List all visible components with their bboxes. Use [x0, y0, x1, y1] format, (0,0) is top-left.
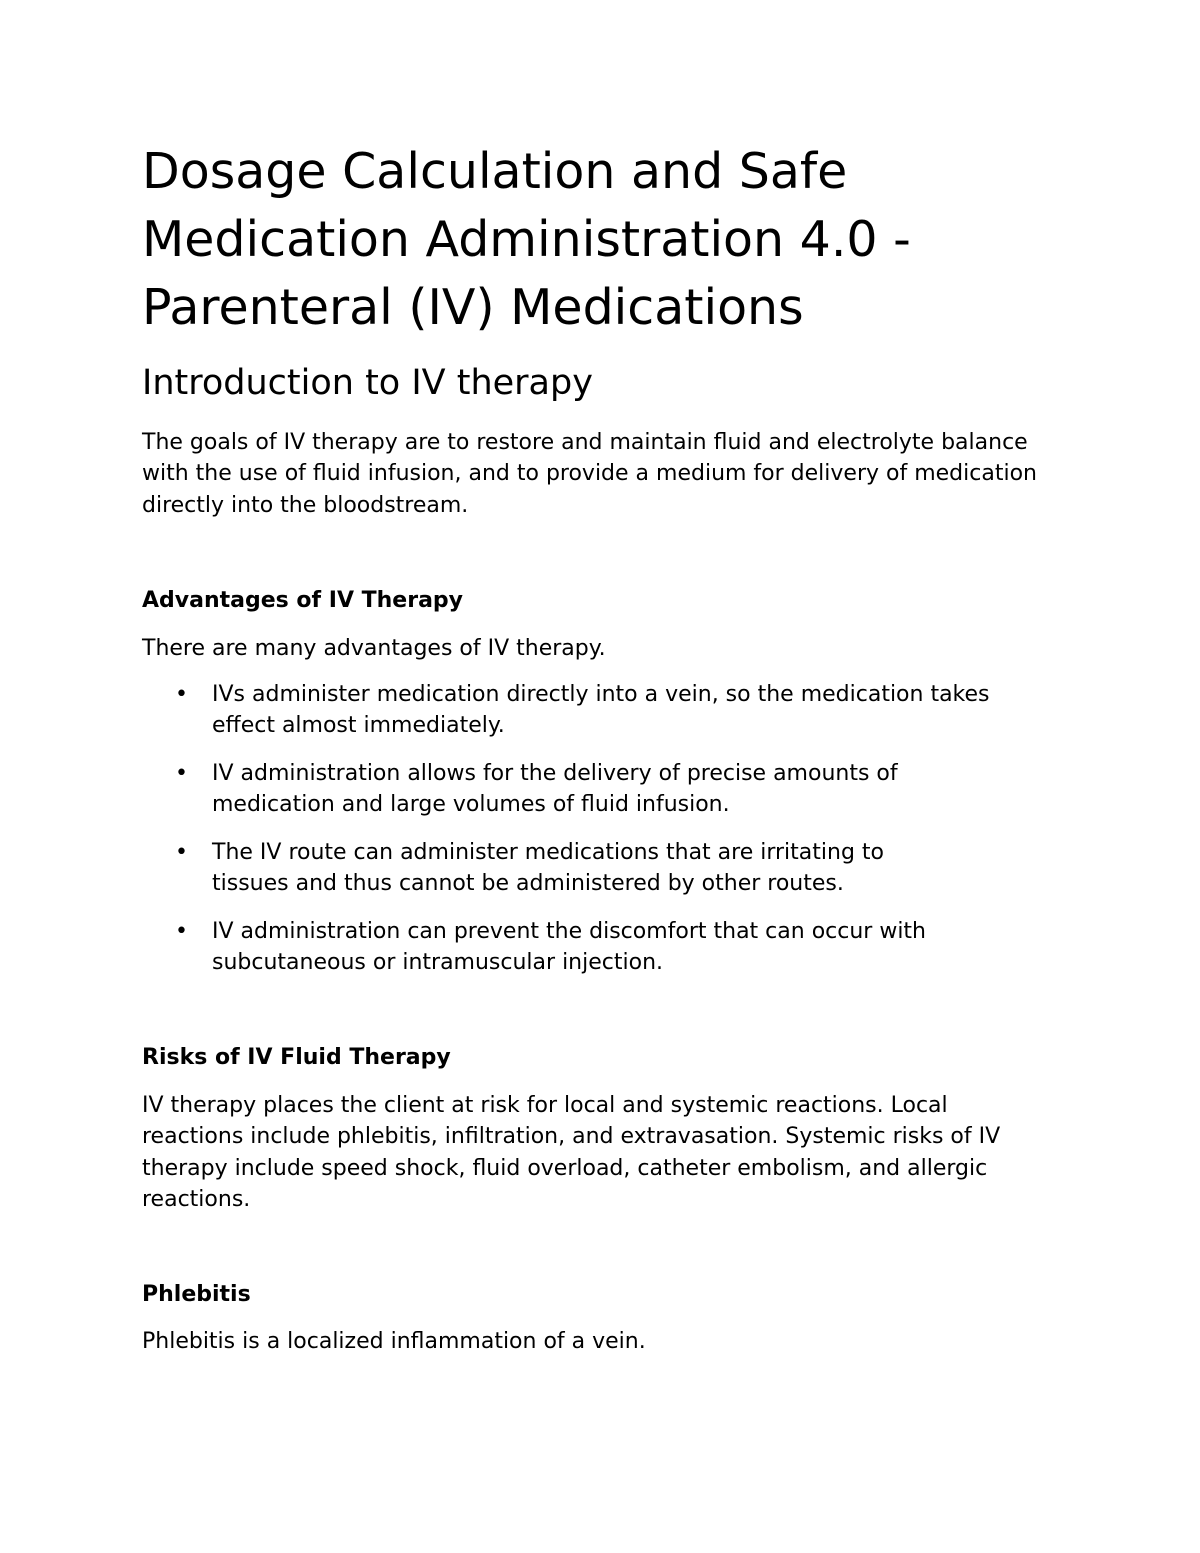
list-item-text: The IV route can administer medications that are irritating to tissues and thus cannot be administered by other routes.	[212, 839, 884, 897]
bullet-icon: •	[175, 682, 188, 707]
advantages-heading: Advantages of IV Therapy	[142, 588, 463, 613]
bullet-icon: •	[175, 760, 188, 786]
phlebitis-paragraph: Phlebitis is a localized inflammation of a vein.	[142, 1329, 646, 1354]
phlebitis-heading: Phlebitis	[142, 1282, 251, 1307]
advantages-list	[142, 679, 1062, 995]
list-item	[142, 758, 912, 821]
list-item	[142, 916, 972, 979]
bullet-icon: •	[175, 918, 188, 944]
list-item	[142, 837, 932, 900]
list-item-text: IV administration can prevent the discomfort that can occur with subcutaneous or intramuscular injection.	[212, 918, 927, 976]
document-page	[142, 0, 1062, 1553]
bullet-icon: •	[175, 839, 188, 865]
document-title: Dosage Calculation and Safe Medication Administration 4.0 - Parenteral (IV) Medications	[142, 143, 911, 336]
list-item-text: IV administration allows for the delivery of precise amounts of medication and large volumes of fluid infusion.	[212, 760, 898, 818]
risks-heading: Risks of IV Fluid Therapy	[142, 1045, 451, 1070]
list-item-text: IVs administer medication directly into a vein, so the medication takes effect almost immediately.	[212, 682, 990, 739]
advantages-lead: There are many advantages of IV therapy.	[142, 636, 606, 661]
risks-paragraph: IV therapy places the client at risk for local and systemic reactions. Local reactions include phlebitis, infiltration, and extravasation. Systemic risks of IV therapy include speed shock, fluid overload, catheter embolism, and allergic reactions.	[142, 1093, 1001, 1212]
intro-paragraph: The goals of IV therapy are to restore and maintain fluid and electrolyte balance with the use of fluid infusion, and to provide a medium for delivery of medication directly into the bloodstream.	[142, 430, 1037, 518]
intro-heading: Introduction to IV therapy	[142, 363, 593, 403]
list-item	[142, 679, 992, 742]
